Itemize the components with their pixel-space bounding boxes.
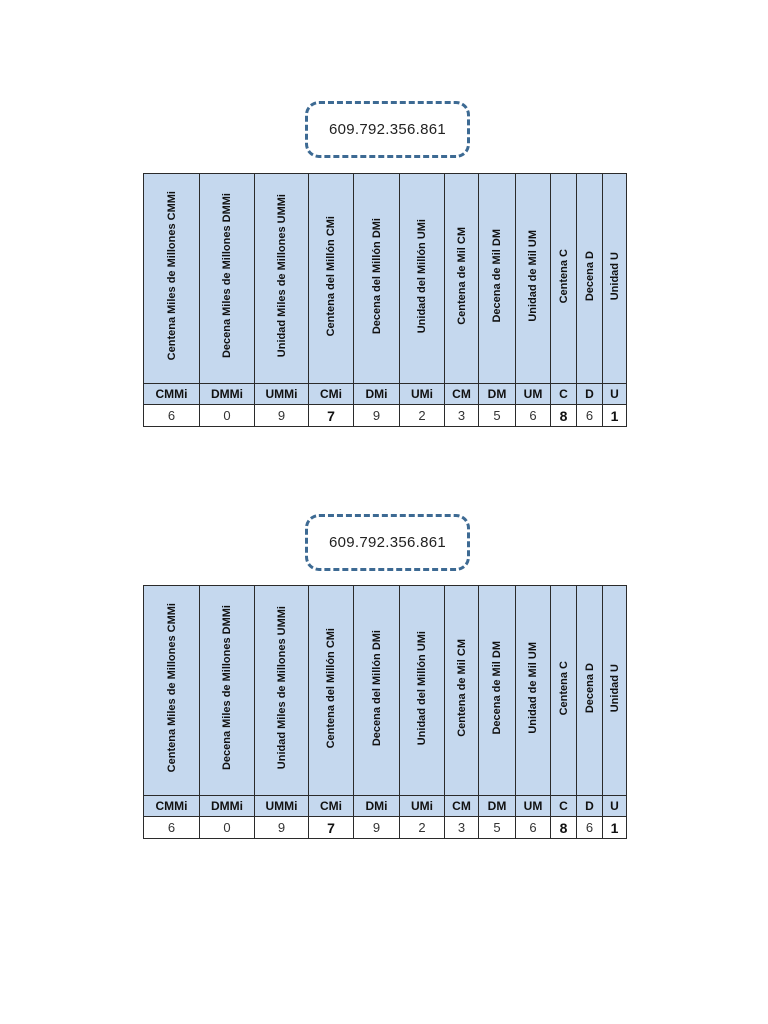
column-name-cell xyxy=(445,174,479,384)
column-name-cell xyxy=(516,586,551,796)
digit-cell: 3 xyxy=(445,817,479,839)
digit-cell: 8 xyxy=(551,817,577,839)
column-name-cell xyxy=(309,586,354,796)
column-abbr-cell: C xyxy=(551,796,577,817)
column-abbr-cell: CMMi xyxy=(144,796,200,817)
column-name-cell xyxy=(445,586,479,796)
digit-cell: 9 xyxy=(255,817,309,839)
digit-cell: 6 xyxy=(144,817,200,839)
column-name-cell xyxy=(603,174,627,384)
digit-cell: 8 xyxy=(551,405,577,427)
column-name-label: Centena del Millón CMi xyxy=(325,215,337,337)
column-abbr-cell: UMi xyxy=(400,796,445,817)
column-name-label: Unidad del Millón UMi xyxy=(416,218,428,334)
column-abbr-cell: DMMi xyxy=(200,384,255,405)
column-abbr-cell: CM xyxy=(445,384,479,405)
column-name-label: Decena Miles de Millones DMMi xyxy=(221,193,233,359)
digit-cell: 9 xyxy=(354,405,400,427)
column-names-row xyxy=(144,586,627,796)
column-name-cell xyxy=(255,586,309,796)
digit-cell: 7 xyxy=(309,405,354,427)
column-name-cell xyxy=(577,586,603,796)
column-name-label: Unidad U xyxy=(608,663,621,713)
column-abbr-cell: DMi xyxy=(354,796,400,817)
column-abbr-cell: UMMi xyxy=(255,384,309,405)
digit-cell: 1 xyxy=(603,817,627,839)
digit-cell: 6 xyxy=(144,405,200,427)
column-abbr-cell: CM xyxy=(445,796,479,817)
digit-cell: 0 xyxy=(200,817,255,839)
number-box-top xyxy=(305,101,470,158)
digit-cell: 7 xyxy=(309,817,354,839)
number-text: 609.792.356.861 xyxy=(328,121,447,138)
column-name-cell xyxy=(144,174,200,384)
number-text: 609.792.356.861 xyxy=(328,534,447,551)
column-name-label: Decena D xyxy=(583,662,596,714)
column-name-label: Unidad Miles de Millones UMMi xyxy=(275,606,288,770)
column-name-label: Decena de Mil DM xyxy=(491,229,503,323)
column-names-row xyxy=(144,174,627,384)
column-abbr-cell: U xyxy=(603,796,627,817)
column-abbr-cell: UM xyxy=(516,796,551,817)
number-box-bottom xyxy=(305,514,470,571)
column-abbr-cell: U xyxy=(603,384,627,405)
digit-cell: 6 xyxy=(577,405,603,427)
digit-cell: 6 xyxy=(577,817,603,839)
column-name-label: Centena del Millón CMi xyxy=(325,627,337,749)
column-abbr-cell: CMi xyxy=(309,384,354,405)
abbreviations-row xyxy=(144,384,627,405)
column-name-label: Decena Miles de Millones DMMi xyxy=(221,605,233,771)
column-abbr-cell: UMi xyxy=(400,384,445,405)
digit-cell: 0 xyxy=(200,405,255,427)
column-name-label: Unidad de Mil UM xyxy=(527,230,539,322)
column-abbr-cell: D xyxy=(577,796,603,817)
digits-row xyxy=(144,817,627,839)
column-name-label: Decena D xyxy=(583,250,596,302)
digit-cell: 9 xyxy=(354,817,400,839)
column-name-cell xyxy=(200,174,255,384)
digit-cell: 6 xyxy=(516,817,551,839)
abbreviations-row xyxy=(144,796,627,817)
digit-cell: 9 xyxy=(255,405,309,427)
digit-cell: 5 xyxy=(479,817,516,839)
column-name-cell xyxy=(144,586,200,796)
column-abbr-cell: DM xyxy=(479,796,516,817)
column-name-cell xyxy=(551,586,577,796)
column-name-cell xyxy=(400,586,445,796)
column-name-label: Centena Miles de Millones CMMi xyxy=(165,191,178,361)
column-abbr-cell: CMi xyxy=(309,796,354,817)
column-name-cell xyxy=(516,174,551,384)
column-name-cell xyxy=(400,174,445,384)
column-name-label: Unidad de Mil UM xyxy=(527,642,539,734)
column-name-cell xyxy=(200,586,255,796)
column-name-label: Unidad Miles de Millones UMMi xyxy=(275,194,288,358)
column-name-cell xyxy=(309,174,354,384)
column-name-cell xyxy=(479,586,516,796)
column-name-label: Centena de Mil CM xyxy=(455,227,468,325)
column-name-label: Unidad U xyxy=(608,251,621,301)
place-value-table-top xyxy=(143,173,627,427)
digits-row xyxy=(144,405,627,427)
column-name-cell xyxy=(479,174,516,384)
digit-cell: 3 xyxy=(445,405,479,427)
column-name-cell xyxy=(255,174,309,384)
digit-cell: 2 xyxy=(400,817,445,839)
column-name-label: Unidad del Millón UMi xyxy=(416,630,428,746)
column-name-cell xyxy=(551,174,577,384)
column-name-cell xyxy=(577,174,603,384)
column-abbr-cell: UM xyxy=(516,384,551,405)
column-name-label: Decena de Mil DM xyxy=(491,641,503,735)
place-value-table-bottom xyxy=(143,585,627,839)
column-abbr-cell: DM xyxy=(479,384,516,405)
column-abbr-cell: CMMi xyxy=(144,384,200,405)
column-abbr-cell: DMMi xyxy=(200,796,255,817)
column-name-label: Centena Miles de Millones CMMi xyxy=(165,603,178,773)
column-name-label: Decena del Millón DMi xyxy=(370,217,383,335)
column-name-label: Centena C xyxy=(557,660,570,716)
column-name-cell xyxy=(354,586,400,796)
column-name-cell xyxy=(354,174,400,384)
digit-cell: 1 xyxy=(603,405,627,427)
column-abbr-cell: C xyxy=(551,384,577,405)
column-abbr-cell: UMMi xyxy=(255,796,309,817)
column-name-label: Centena de Mil CM xyxy=(455,639,468,737)
column-abbr-cell: DMi xyxy=(354,384,400,405)
digit-cell: 5 xyxy=(479,405,516,427)
column-name-cell xyxy=(603,586,627,796)
column-abbr-cell: D xyxy=(577,384,603,405)
digit-cell: 2 xyxy=(400,405,445,427)
column-name-label: Centena C xyxy=(557,248,570,304)
column-name-label: Decena del Millón DMi xyxy=(370,629,383,747)
digit-cell: 6 xyxy=(516,405,551,427)
